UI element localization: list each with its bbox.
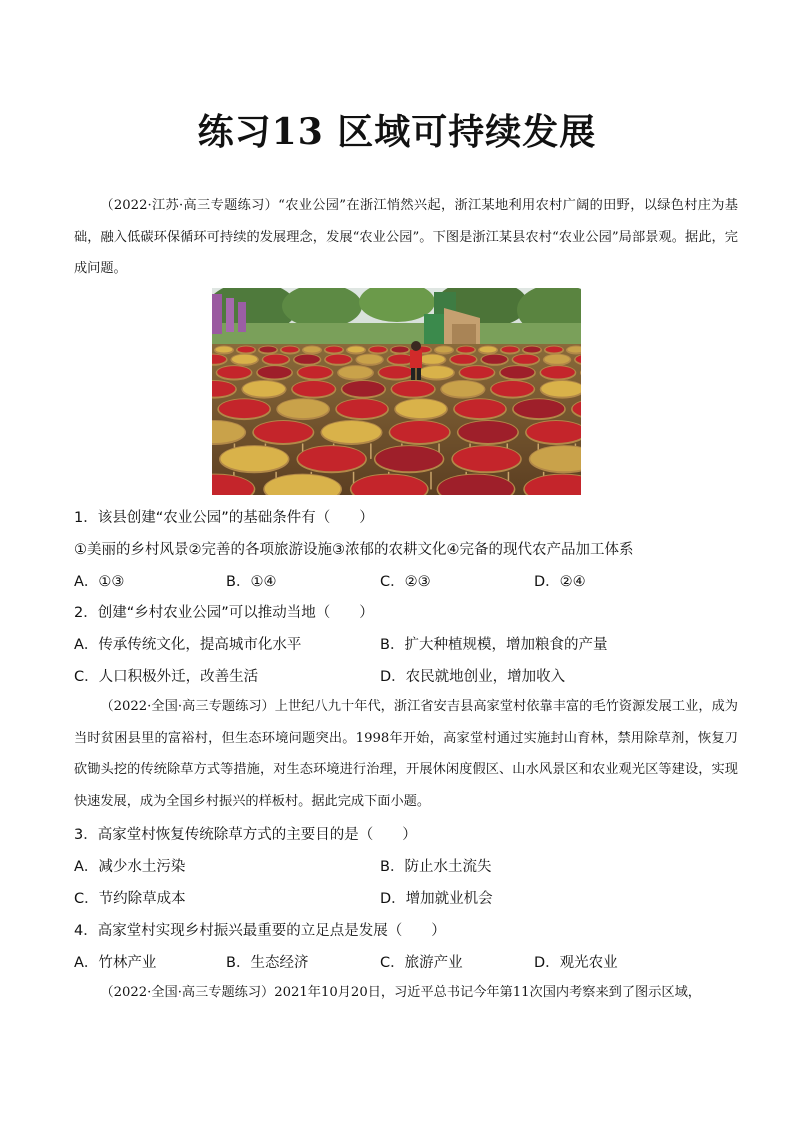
question-2-stem: 2．创建“乡村农业公园”可以推动当地（ ） <box>74 605 374 621</box>
q4-option-c[interactable]: C．旅游产业 <box>380 955 463 971</box>
q4-option-a[interactable]: A．竹林产业 <box>74 955 157 971</box>
q1-option-d[interactable]: D．②④ <box>534 574 586 590</box>
q1-option-c[interactable]: C．②③ <box>380 574 431 590</box>
intro-paragraph-2: （2022·全国·高三专题练习）上世纪八九十年代，浙江省安吉县高家堂村依靠丰富的毛竹资源发展工业，成为当时贫困县里的富裕村，但生态环境问题突出。1998年开始，高家堂村通过实施封山育林，禁用除草剂，恢复刀砍锄头挖的传统除草方式等措施，对生态环境进行治理，开展休闲度假区、山水风景区和农业观光区等建设，实现快速发展，成为全国乡村振兴的样板村。据此完成下面小题。 <box>74 699 738 809</box>
q4-option-d[interactable]: D．观光农业 <box>534 955 618 971</box>
question-4-stem: 4．高家堂村实现乡村振兴最重要的立足点是发展（ ） <box>74 923 446 939</box>
intro-paragraph-1: （2022·江苏·高三专题练习）“农业公园”在浙江悄然兴起，浙江某地利用农村广阔的田野，以绿色村庄为基础，融入低碳环保循环可持续的发展理念，发展“农业公园”。下图是浙江某县农村“农业公园”局部景观。据此，完成问题。 <box>74 198 738 276</box>
q3-option-a[interactable]: A．减少水土污染 <box>74 859 186 875</box>
q2-option-d[interactable]: D．农民就地创业，增加收入 <box>380 669 566 685</box>
question-1-stem: 1．该县创建“农业公园”的基础条件有（ ） <box>74 510 374 526</box>
page-title: 练习13 区域可持续发展 <box>197 111 597 153</box>
q2-option-b[interactable]: B．扩大种植规模，增加粮食的产量 <box>380 637 608 653</box>
q1-option-b[interactable]: B．①④ <box>226 574 277 590</box>
question-1-conditions: ①美丽的乡村风景②完善的各项旅游设施③浓郁的农耕文化④完备的现代农产品加工体系 <box>74 542 634 558</box>
q3-option-d[interactable]: D．增加就业机会 <box>380 891 493 907</box>
q3-option-c[interactable]: C．节约除草成本 <box>74 891 186 907</box>
q1-option-a[interactable]: A．①③ <box>74 574 125 590</box>
agricultural-park-photo <box>212 288 581 495</box>
q3-option-b[interactable]: B．防止水土流失 <box>380 859 492 875</box>
q4-option-b[interactable]: B．生态经济 <box>226 955 309 971</box>
q2-option-a[interactable]: A．传承传统文化，提高城市化水平 <box>74 637 302 653</box>
question-3-stem: 3．高家堂村恢复传统除草方式的主要目的是（ ） <box>74 827 417 843</box>
intro-paragraph-3: （2022·全国·高三专题练习）2021年10月20日，习近平总书记今年第11次国内考察来到了图示区域， <box>100 985 701 1000</box>
q2-option-c[interactable]: C．人口积极外迁，改善生活 <box>74 669 259 685</box>
